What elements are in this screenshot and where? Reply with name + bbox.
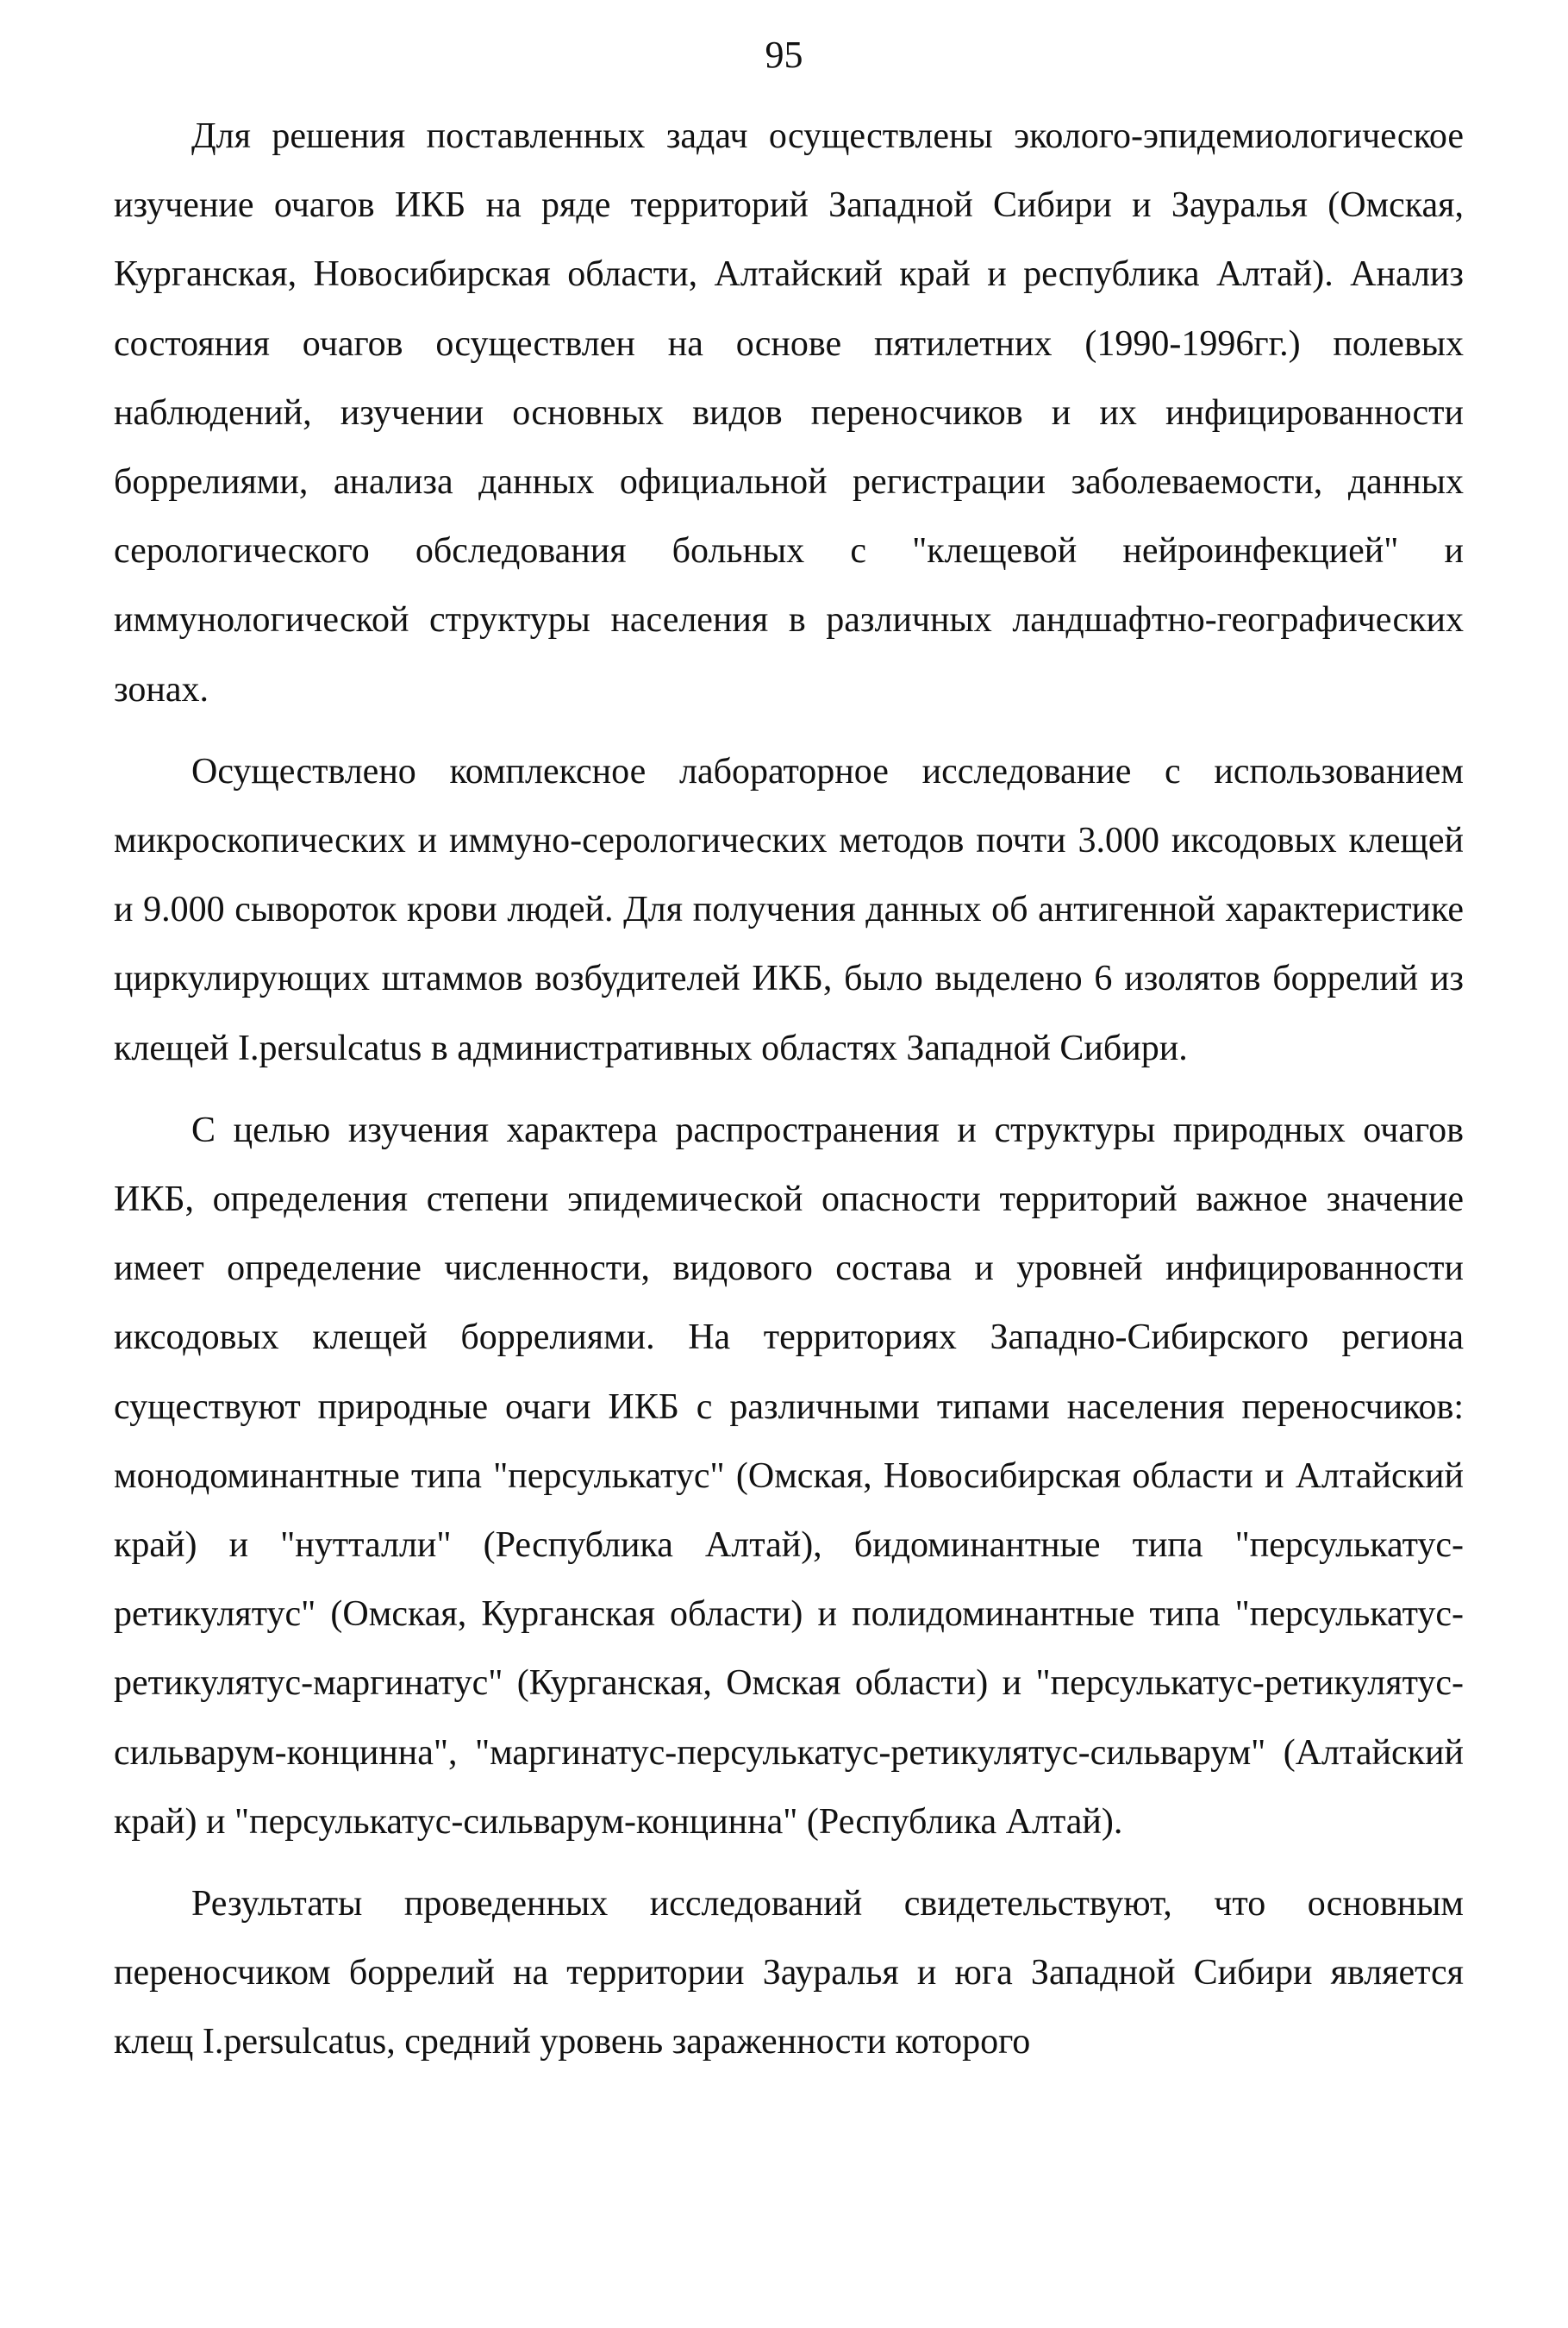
paragraph-results: Результаты проведенных исследований свидетельствуют, что основным переносчиком боррелий на территории Зауралья и юга Западной Сибири является клещ I.persulcatus, средний уровень зараженности которого — [114, 1884, 1464, 2062]
paragraph-tasks: Для решения поставленных задач осуществлены эколого-эпидемиологическое изучение очагов ИКБ на ряде территорий Западной Сибири и Зауралья (Омская, Курганская, Новосибирская области, Алтайский край и республика Алтай). Анализ состояния очагов осуществлен на основе пятилетних (1990-1996гг.) полевых наблюдений, изучении основных видов переносчиков и их инфицированности боррелиями, анализа данных официальной регистрации заболеваемости, данных серологического обследования больных с "клещевой нейроинфекцией" и иммунологической структуры населения в различных ландшафтно-географических зонах. — [114, 116, 1464, 710]
paragraph-tick-populations: С целью изучения характера распространения и структуры природных очагов ИКБ, определения степени эпидемической опасности территорий важное значение имеет определение численности, видового состава и уровней инфицированности иксодовых клещей боррелиями. На территориях Западно-Сибирского региона существуют природные очаги ИКБ с различными типами населения переносчиков: монодоминантные типа "персулькатус" (Омская, Новосибирская области и Алтайский край) и "нутталли" (Республика Алтай), бидоминантные типа "персулькатус-ретикулятус" (Омская, Курганская области) и полидоминантные типа "персулькатус-ретикулятус-маргинатус" (Курганская, Омская области) и "персулькатус-ретикулятус-сильварум-концинна", "маргинатус-персулькатус-ретикулятус-сильварум" (Алтайский край) и "персулькатус-сильварум-концинна" (Республика Алтай). — [114, 1110, 1464, 1842]
paragraph-lab-research: Осуществлено комплексное лабораторное исследование с использованием микроскопических и иммуно-серологических методов почти 3.000 иксодовых клещей и 9.000 сывороток крови людей. Для получения данных об антигенной характеристике циркулирующих штаммов возбудителей ИКБ, было выделено 6 изолятов боррелий из клещей I.persulcatus в административных областях Западной Сибири. — [114, 751, 1464, 1068]
body-text — [114, 102, 1464, 2077]
page-number: 95 — [765, 34, 803, 76]
